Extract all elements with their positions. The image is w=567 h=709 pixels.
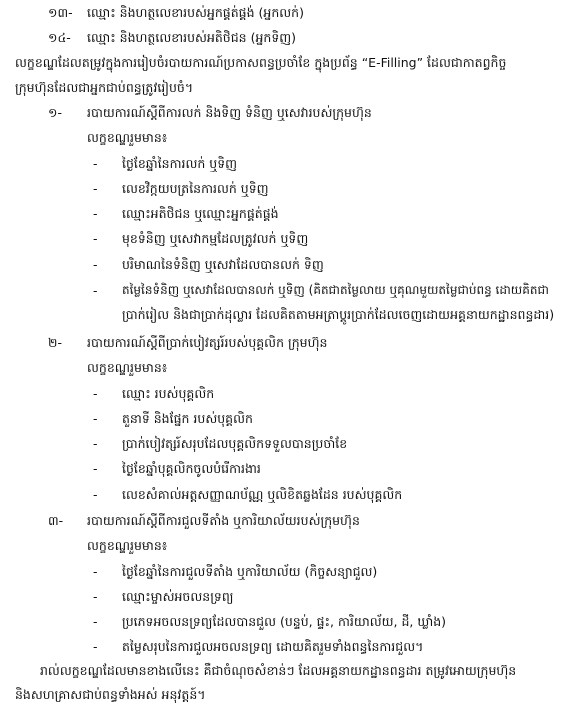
section-3-bullet-2: ឈ្មោះម្ចាស់អចលនទ្រព្យ [122,589,234,604]
section-2-bullet-3: ប្រាក់បៀវត្សរ៍សរុបដែលបុគ្គលិកទទួលបានប្រចាំខែ [122,436,348,451]
section-3-bullet-4: តម្លៃសរុបនៃការជួលអចលនទ្រព្យ ដោយគិតរួមទាំងពន្ធនៃការជួល។ [122,639,424,654]
section-2-bullet-4: ថ្ងៃខែឆ្នាំបុគ្គលិកចូលបំរើការងារ [122,461,261,476]
section-1-lead: លក្ខខណ្ឌរួមមាន៖ [87,130,168,145]
section-1-bullet-2: លេខវិក្កយបត្រនៃការលក់ ឬទិញ [122,181,269,196]
section-1-number: ១- [48,105,62,120]
bullet-dash: - [93,181,98,196]
section-1-bullet-6: តម្លៃនៃទំនិញ ឬសេវាដែលបានលក់ ឬទិញ (គិតជាតម្លៃលាយ ឬគុណមួយតម្លៃជាប់ពន្ធ ដោយគិតជា [122,283,549,297]
section-3-number: ៣- [48,513,64,528]
closing-line-1: រាល់លក្ខខណ្ឌដែលមានខាងលើនេះ គឺជាចំណុចសំខាន់ៗ ដែលអគ្គនាយកដ្ឋានពន្ធដារ តម្រូវអោយក្រុមហ៊ុន [40,663,517,678]
section-2-lead: លក្ខខណ្ឌរួមមាន៖ [87,360,168,375]
section-1-title: របាយការណ៍ស្តីពីការលក់ និងទិញ ទំនិញ ឬសេវារបស់ក្រុមហ៊ុន [87,105,372,120]
section-1-bullet-1: ថ្ងៃខែឆ្នាំនៃការលក់ ឬទិញ [122,156,238,171]
section-2-number: ២- [48,335,62,350]
item-13-text: ឈ្មោះ និងហត្ថលេខារបស់អ្នកផ្គត់ផ្គង់ (អ្នកលក់) [87,5,304,20]
section-1-bullet-3: ឈ្មោះអតិថិជន ឬឈ្មោះអ្នកផ្គត់ផ្គង់ [122,206,279,221]
bullet-dash: - [93,283,98,298]
section-3-title: របាយការណ៍ស្តីពីការជួលទីតាំង ឬការិយាល័យរបស់ក្រុមហ៊ុន [87,513,360,528]
bullet-dash: - [93,589,98,604]
section-2-bullet-5: លេខសំគាល់អត្តសញ្ញាណប័ណ្ណ ឬលិខិតឆ្លងដែន របស់បុគ្គលិក [122,487,403,502]
section-2-title: របាយការណ៍ស្តីពីប្រាក់បៀវត្សរ៍របស់បុគ្គលិក ក្រុមហ៊ុន [87,335,328,350]
item-14-text: ឈ្មោះ និងហត្ថលេខារបស់អតិថិជន (អ្នកទិញ) [87,30,297,45]
section-1-bullet-4: មុខទំនិញ ឬសេវាកម្មដែលត្រូវលក់ ឬទិញ [122,231,309,246]
bullet-dash: - [93,206,98,221]
bullet-dash: - [93,231,98,246]
section-3-lead: លក្ខខណ្ឌរួមមាន៖ [87,538,168,553]
bullet-dash: - [93,386,98,401]
section-2-bullet-1: ឈ្មោះ របស់បុគ្គលិក [122,386,215,401]
bullet-dash: - [93,639,98,654]
bullet-dash: - [93,564,98,579]
bullet-dash: - [93,436,98,451]
section-1-bullet-6-continued: ប្រាក់រៀល និងជាប្រាក់ដុល្លារ ដែលគិតតាមអត្រាប្តូរប្រាក់ដែលចេញដោយអគ្គនាយកដ្ឋានពន្ធដារ) [122,307,555,322]
item-14-number: ១៤- [48,30,71,45]
closing-line-2: និងសហគ្រាសជាប់ពន្ធទាំងអស់ អនុវត្តន៍។ [15,687,206,702]
bullet-dash: - [93,461,98,476]
bullet-dash: - [93,411,98,426]
section-3-bullet-3: ប្រភេទអចលនទ្រព្យដែលបានជួល (បន្ទប់, ផ្ទះ, ការិយាល័យ, ដី, ឃ្លាំង) [122,614,447,629]
bullet-dash: - [93,487,98,502]
intro-line-1: លក្ខខណ្ឌដែលតម្រូវក្នុងការរៀបចំរបាយការណ៍ប្រកាសពន្ធប្រចាំខែ ក្នុងប្រព័ន្ធ “E-Filling” ដែលជាកាតព្វកិច្ច [15,55,507,70]
section-3-bullet-1: ថ្ងៃខែឆ្នាំនៃការជួលទីតាំង ឬការិយាល័យ (កិច្ចសន្យាជួល) [122,564,378,579]
bullet-dash: - [93,614,98,629]
bullet-dash: - [93,156,98,171]
item-13-number: ១៣- [48,5,73,20]
section-1-bullet-5: បរិមាណនៃទំនិញ ឬសេវាដែលបានលក់ ទិញ [122,257,324,272]
section-2-bullet-2: តួនាទី និងផ្នែក របស់បុគ្គលិក [122,411,253,426]
intro-line-2: ក្រុមហ៊ុនដែលជាអ្នកជាប់ពន្ធត្រូវរៀបចំ។ [15,80,194,95]
bullet-dash: - [93,257,98,272]
